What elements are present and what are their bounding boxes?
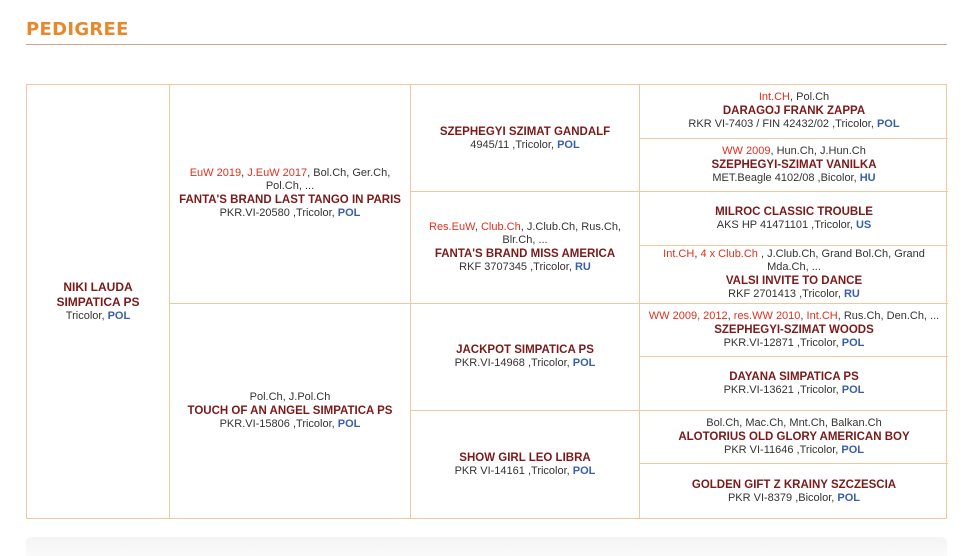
title-highlight: Int.CH — [806, 309, 838, 322]
grandparent-name[interactable]: JACKPOT SIMPATICA PS — [456, 344, 594, 357]
great-grandparent-reg — [728, 492, 860, 505]
great-grandparent-titles — [706, 417, 881, 430]
title-text: Bol.Ch, Mac.Ch, Mnt.Ch, Balkan.Ch — [706, 417, 882, 430]
grandparent-country: POL — [572, 464, 596, 477]
dam-name[interactable]: TOUCH OF AN ANGEL SIMPATICA PS — [187, 404, 393, 417]
title-text: , — [800, 309, 807, 322]
next-section-edge — [26, 537, 947, 556]
great-grandparent-reg-text: PKR VI-11646 ,Tricolor, — [723, 444, 842, 457]
great-grandparent-name[interactable]: DAYANA SIMPATICA PS — [729, 371, 859, 384]
sire-reg-text: PKR.VI-20580 ,Tricolor, — [219, 207, 338, 220]
great-grandparent-titles — [646, 248, 942, 274]
great-grandparent-name[interactable]: MILROC CLASSIC TROUBLE — [715, 205, 873, 218]
grandparent-cell — [411, 192, 640, 304]
great-grandparent-country: POL — [837, 491, 861, 504]
great-grandparent-name[interactable]: GOLDEN GIFT Z KRAINY SZCZESCIA — [691, 478, 897, 491]
great-grandparent-cell — [640, 192, 948, 246]
title-text: , Bol.Ch, Ger.Ch, Pol.Ch, ... — [265, 167, 391, 193]
title-highlight: 4 x Club.Ch — [700, 247, 758, 260]
great-grandparent-reg-text: PKR.VI-12871 ,Tricolor, — [723, 336, 842, 349]
title-text: , Hun.Ch, J.Hun.Ch — [770, 144, 866, 157]
title-highlight: Res.EuW — [429, 220, 475, 233]
great-grandparent-name[interactable]: ALOTORIUS OLD GLORY AMERICAN BOY — [678, 431, 910, 444]
sire-titles — [176, 167, 404, 193]
grandparent-reg — [455, 465, 596, 478]
section-divider — [26, 44, 947, 45]
pedigree-table — [26, 84, 947, 519]
grandparent-name[interactable]: FANTA'S BRAND MISS AMERICA — [434, 247, 616, 260]
great-grandparent-reg — [717, 219, 872, 232]
section-title: PEDIGREE — [26, 19, 129, 40]
subject-country: POL — [107, 310, 131, 322]
grandparent-reg — [470, 139, 579, 152]
great-grandparent-reg-text: AKS HP 41471101 ,Tricolor, — [716, 218, 856, 231]
great-grandparent-reg — [728, 288, 860, 301]
title-text: , J.Club.Ch, Grand Bol.Ch, Grand Mda.Ch, ... — [757, 247, 925, 273]
great-grandparent-country: HU — [859, 171, 876, 184]
great-grandparent-country: POL — [841, 336, 865, 349]
title-highlight: res.WW 2010 — [733, 309, 801, 322]
subject-color: Tricolor — [65, 310, 102, 322]
grandparent-reg-text: RKF 3707345 ,Tricolor, — [459, 260, 575, 273]
grandparent-reg — [459, 261, 591, 274]
title-highlight: Int.CH — [663, 247, 695, 260]
great-grandparent-name[interactable]: VALSI INVITE TO DANCE — [725, 274, 863, 287]
grandparent-reg-text: 4945/11 ,Tricolor, — [470, 138, 558, 151]
subject-name[interactable]: NIKI LAUDA SIMPATICA PS — [56, 280, 140, 309]
subject-cell — [27, 85, 170, 518]
great-grandparent-cell — [640, 411, 948, 465]
great-grandparent-cell — [640, 246, 948, 304]
great-grandparent-titles — [649, 310, 939, 323]
grandparent-cell — [411, 411, 640, 518]
title-highlight: J.EuW 2017 — [247, 167, 308, 180]
grandparent-name[interactable]: SHOW GIRL LEO LIBRA — [459, 451, 591, 464]
grandparent-reg — [455, 357, 596, 370]
great-grandparent-reg — [712, 172, 875, 185]
grandparent-reg-text: PKR VI-14161 ,Tricolor, — [454, 464, 573, 477]
title-text: , — [241, 167, 248, 180]
grandparent-country: POL — [572, 357, 596, 370]
title-highlight: Int.CH — [758, 91, 791, 104]
great-grandparent-reg-text: PKR VI-8379 ,Bicolor, — [727, 491, 838, 504]
title-text: Pol.Ch, J.Pol.Ch — [249, 390, 331, 403]
great-grandparent-reg — [688, 118, 899, 131]
great-grandparent-reg — [724, 444, 864, 457]
great-grandparent-reg-text: RKF 2701413 ,Tricolor, — [728, 287, 844, 300]
grandparent-cell — [411, 85, 640, 192]
great-grandparent-country: POL — [876, 118, 900, 131]
title-highlight: Club.Ch — [480, 220, 521, 233]
grandparent-country: POL — [557, 138, 580, 151]
great-grandparent-cell — [640, 304, 948, 358]
great-grandparent-reg-text: PKR.VI-13621 ,Tricolor, — [723, 384, 842, 397]
great-grandparent-cell — [640, 464, 948, 518]
great-grandparent-reg-text: MET.Beagle 4102/08 ,Bicolor, — [712, 171, 860, 184]
title-text: , — [474, 220, 481, 233]
grandparent-titles — [417, 221, 633, 247]
great-grandparent-reg — [724, 337, 865, 350]
sire-reg — [220, 207, 361, 220]
great-grandparent-country: POL — [841, 384, 865, 397]
sire-country: POL — [337, 207, 361, 220]
subject-reg: Tricolor, POL — [65, 310, 131, 322]
great-grandparent-cell — [640, 85, 948, 139]
title-text: , Pol.Ch — [790, 91, 830, 104]
great-grandparent-name[interactable]: DARAGOJ FRANK ZAPPA — [722, 105, 866, 118]
dam-cell — [170, 304, 411, 518]
great-grandparent-name[interactable]: SZEPHEGYI-SZIMAT VANILKA — [711, 158, 877, 171]
grandparent-country: RU — [574, 260, 591, 273]
great-grandparent-name[interactable]: SZEPHEGYI-SZIMAT WOODS — [714, 323, 874, 336]
great-grandparent-titles — [759, 91, 829, 104]
title-highlight: WW 2009 — [722, 144, 771, 157]
great-grandparent-reg-text: RKR VI-7403 / FIN 42432/02 ,Tricolor, — [688, 118, 877, 131]
dam-reg-text: PKR.VI-15806 ,Tricolor, — [219, 417, 338, 430]
great-grandparent-reg — [724, 384, 865, 397]
dam-reg — [220, 418, 361, 431]
title-text: , J.Club.Ch, Rus.Ch, Blr.Ch, ... — [502, 220, 621, 246]
title-highlight: EuW 2019 — [189, 167, 242, 180]
title-text: , — [727, 309, 734, 322]
section-header — [26, 18, 947, 45]
dam-titles — [250, 391, 331, 404]
title-text: , — [694, 247, 701, 260]
great-grandparent-country: RU — [843, 287, 860, 300]
sire-cell — [170, 85, 411, 304]
dam-country: POL — [337, 417, 361, 430]
grandparent-reg-text: PKR.VI-14968 ,Tricolor, — [454, 357, 573, 370]
grandparent-cell — [411, 304, 640, 411]
grandparent-name[interactable]: SZEPHEGYI SZIMAT GANDALF — [439, 125, 611, 138]
title-highlight: WW 2009, 2012 — [648, 309, 728, 322]
title-text: , Rus.Ch, Den.Ch, ... — [837, 309, 940, 322]
great-grandparent-cell — [640, 139, 948, 193]
sire-name[interactable]: FANTA'S BRAND LAST TANGO IN PARIS — [179, 194, 401, 207]
great-grandparent-titles — [722, 145, 866, 158]
great-grandparent-country: US — [855, 218, 872, 231]
great-grandparent-cell — [640, 357, 948, 411]
great-grandparent-country: POL — [841, 444, 864, 457]
